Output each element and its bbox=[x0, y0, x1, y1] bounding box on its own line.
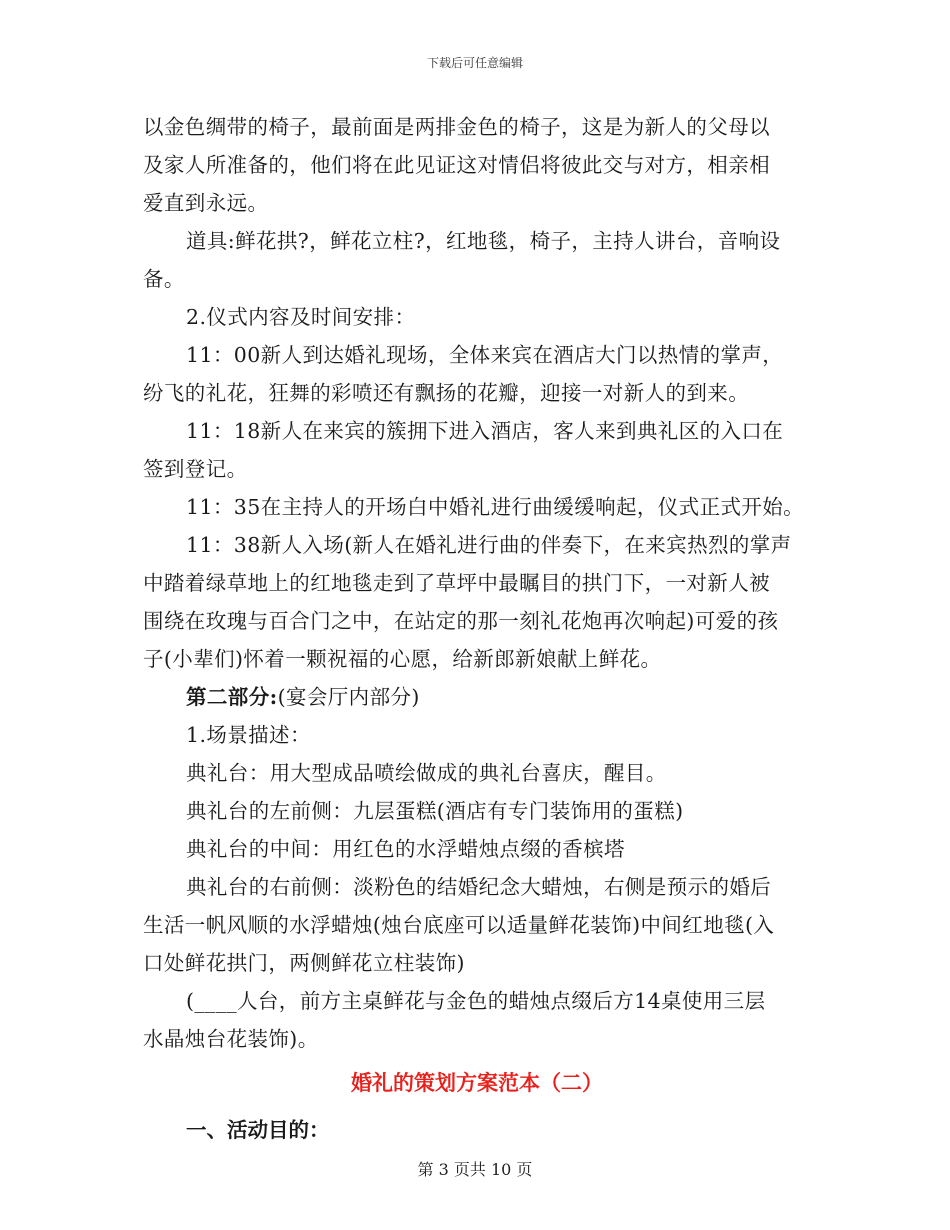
section-heading: 一、活动目的： bbox=[186, 1118, 330, 1142]
text-line: 11：38新人入场(新人在婚礼进行曲的伴奏下，在来宾热烈的掌声 bbox=[186, 533, 792, 557]
page-header: 下载后可任意编辑 bbox=[426, 56, 523, 70]
text-line: 典礼台：用大型成品喷绘做成的典礼台喜庆，醒目。 bbox=[186, 761, 667, 785]
text-line: (____人台，前方主桌鲜花与金色的蜡烛点缀后方14桌使用三层 bbox=[186, 989, 766, 1013]
text-line: 水晶烛台花装饰)。 bbox=[143, 1027, 319, 1051]
text-line: 典礼台的左前侧：九层蛋糕(酒店有专门装饰用的蛋糕) bbox=[186, 799, 684, 823]
text-line: 道具:鲜花拱?，鲜花立柱?，红地毯，椅子，主持人讲台，音响设 bbox=[186, 229, 781, 253]
document-body bbox=[143, 108, 811, 1152]
text-line: 签到登记。 bbox=[143, 457, 248, 481]
part-desc: (宴会厅内部分) bbox=[277, 685, 420, 709]
text-line: 典礼台的右前侧：淡粉色的结婚纪念大蜡烛，右侧是预示的婚后 bbox=[186, 875, 772, 899]
text-line: 中踏着绿草地上的红地毯走到了草坪中最瞩目的拱门下，一对新人被 bbox=[143, 571, 770, 595]
text-line: 围绕在玫瑰与百合门之中，在站定的那一刻礼花炮再次响起)可爱的孩 bbox=[143, 609, 779, 633]
page-footer: 第 3 页共 10 页 bbox=[417, 1160, 533, 1179]
text-line: 备。 bbox=[143, 267, 185, 291]
text-line: 及家人所准备的，他们将在此见证这对情侣将彼此交与对方，相亲相 bbox=[143, 153, 770, 177]
text-line: 子(小辈们)怀着一颗祝福的心愿，给新郎新娘献上鲜花。 bbox=[143, 647, 662, 671]
part-label: 第二部分: bbox=[186, 685, 278, 709]
text-line: 11：18新人在来宾的簇拥下进入酒店，客人来到典礼区的入口在 bbox=[186, 419, 784, 443]
part-heading bbox=[143, 678, 811, 716]
subheading: 2.仪式内容及时间安排： bbox=[186, 305, 416, 329]
text-line: 爱直到永远。 bbox=[143, 191, 269, 215]
text-line: 生活一帆风顺的水浮蜡烛(烛台底座可以适量鲜花装饰)中间红地毯(入 bbox=[143, 913, 775, 937]
text-line: 典礼台的中间：用红色的水浮蜡烛点缀的香槟塔 bbox=[186, 837, 625, 861]
text-line: 以金色绸带的椅子，最前面是两排金色的椅子，这是为新人的父母以 bbox=[143, 115, 770, 139]
subheading: 1.场景描述： bbox=[186, 723, 311, 747]
text-line: 口处鲜花拱门，两侧鲜花立柱装饰) bbox=[143, 951, 465, 975]
text-line: 11：35在主持人的开场白中婚礼进行曲缓缓响起，仪式正式开始。 bbox=[186, 495, 805, 519]
text-line: 纷飞的礼花，狂舞的彩喷还有飘扬的花瓣，迎接一对新人的到来。 bbox=[143, 381, 750, 405]
text-line: 11：00新人到达婚礼现场，全体来宾在酒店大门以热情的掌声， bbox=[186, 343, 784, 367]
document-title: 婚礼的策划方案范本（二） bbox=[351, 1070, 603, 1095]
